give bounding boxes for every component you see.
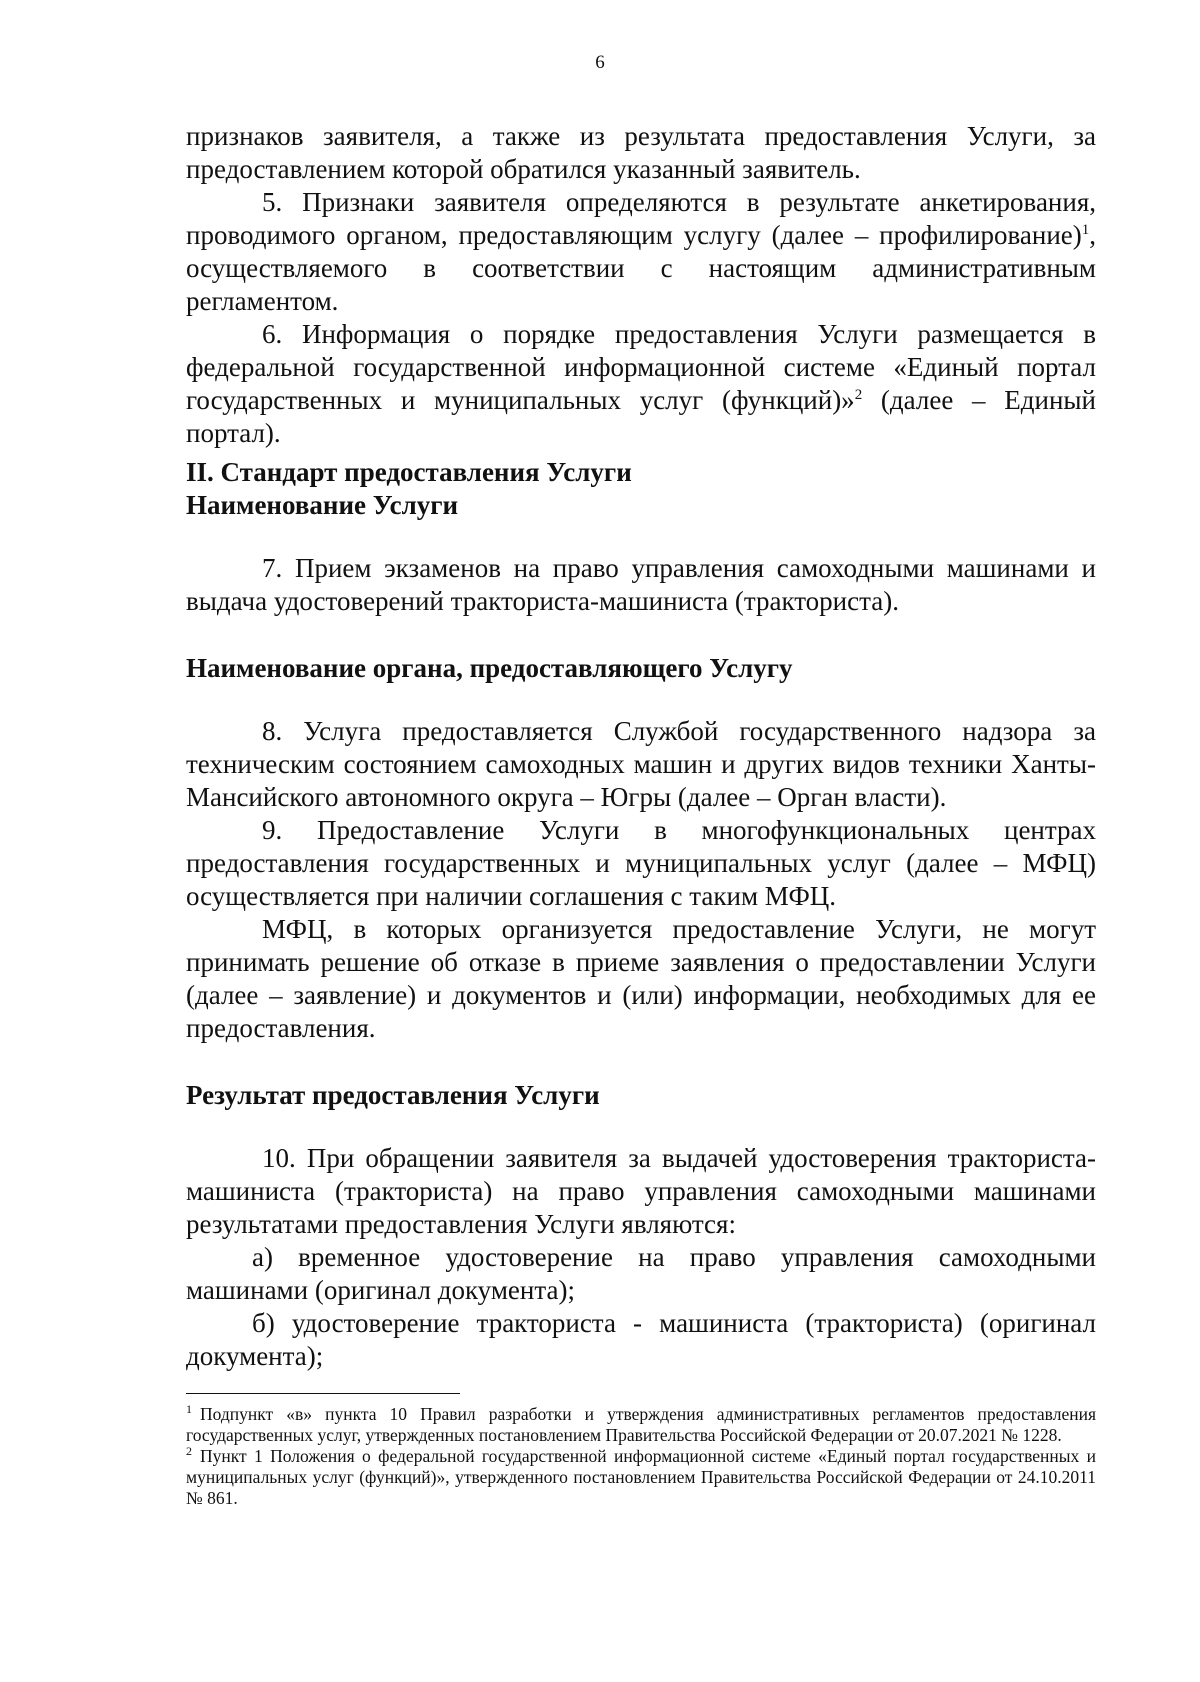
paragraph-6-text-after: (далее – Единый портал). (186, 385, 1096, 448)
paragraph-9-continued: МФЦ, в которых организуется предоставление Услуги, не могут принимать решение об отказе в приеме заявления о предоставлении Услуги (далее – заявление) и документов и (или) информации, необходимых для ее предоставления. (186, 914, 1096, 1043)
footnote-ref-2: 2 (854, 387, 863, 403)
paragraph-5-text-before: 5. Признаки заявителя определяются в результате анкетирования, проводимого органом, предоставляющим услугу (далее – профилирование) (186, 187, 1096, 250)
document-body (186, 120, 1096, 1373)
paragraph-6 (186, 318, 1096, 450)
paragraph-9: 9. Предоставление Услуги в многофункциональных центрах предоставления государственных и муниципальных услуг (далее – МФЦ) осуществляется при наличии соглашения с таким МФЦ. (186, 815, 1096, 911)
footnote-1 (186, 1404, 1096, 1446)
paragraph-10-item-a: а) временное удостоверение на право управления самоходными машинами (оригинал документа); (186, 1242, 1096, 1305)
footnote-separator (186, 1393, 460, 1394)
paragraph-5 (186, 186, 1096, 318)
heading-service-result: Результат предоставления Услуги (186, 1080, 600, 1110)
paragraph-6-text-before: 6. Информация о порядке предоставления Услуги размещается в федеральной государственной информационной системе «Единый портал государственных и муниципальных услуг (функций)» (186, 319, 1096, 415)
footnote-ref-1: 1 (1081, 222, 1090, 238)
heading-service-name: Наименование Услуги (186, 490, 459, 520)
footnote-2-text: Пункт 1 Положения о федеральной государственной информационной системе «Единый портал государственных и муниципальных услуг (функций)», утвержденного постановлением Правительства Российской Федерации от 24.10.2011 № 861. (186, 1446, 1096, 1508)
footnotes (186, 1404, 1096, 1509)
paragraph-10-item-b: б) удостоверение тракториста - машиниста (тракториста) (оригинал документа); (186, 1308, 1096, 1371)
footnote-2 (186, 1446, 1096, 1509)
paragraph-10: 10. При обращении заявителя за выдачей удостоверения тракториста-машиниста (тракториста) на право управления самоходными машинами результатами предоставления Услуги являются: (186, 1143, 1096, 1239)
footnote-1-mark: 1 (186, 1402, 192, 1417)
section-title: II. Стандарт предоставления Услуги (186, 457, 632, 487)
paragraph-5-text-after: , осуществляемого в соответствии с настоящим административным регламентом. (186, 220, 1096, 316)
footnote-1-text: Подпункт «в» пункта 10 Правил разработки и утверждения административных регламентов предоставления государственных услуг, утвержденных постановлением Правительства Российской Федерации от 20.07.2021 № 1228. (186, 1404, 1096, 1445)
footnote-2-mark: 2 (186, 1444, 192, 1459)
paragraph-continuation: признаков заявителя, а также из результата предоставления Услуги, за предоставлением которой обратился указанный заявитель. (186, 121, 1096, 184)
heading-authority-name: Наименование органа, предоставляющего Услугу (186, 653, 793, 683)
paragraph-8: 8. Услуга предоставляется Службой государственного надзора за техническим состоянием самоходных машин и других видов техники Ханты-Мансийского автономного округа – Югры (далее – Орган власти). (186, 716, 1096, 812)
paragraph-7: 7. Прием экзаменов на право управления самоходными машинами и выдача удостоверений тракториста-машиниста (тракториста). (186, 553, 1096, 616)
page-number: 6 (595, 52, 605, 73)
